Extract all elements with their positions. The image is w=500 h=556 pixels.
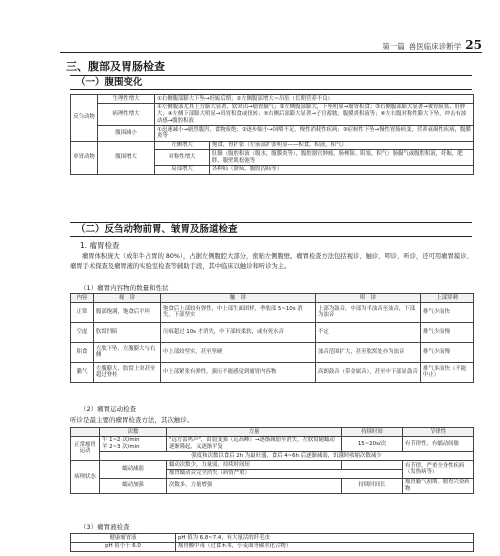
column-header: 次数 bbox=[100, 428, 167, 437]
caption-rumen-motility: （2）瘤胃运动检查 bbox=[80, 405, 137, 413]
table-cell: 15~20s/次 bbox=[342, 436, 403, 452]
table-row bbox=[71, 436, 474, 452]
table-row bbox=[71, 322, 474, 342]
table-cell: 有节律，严重全身性疾病（发热病等） bbox=[403, 461, 474, 479]
row-label: 腹围减小 bbox=[98, 126, 155, 142]
rumen-motility-table bbox=[70, 427, 474, 494]
column-header: 视 诊 bbox=[94, 294, 161, 303]
table-cell: 瘤胃蠕动音完全消失（病情严重） bbox=[167, 469, 403, 478]
row-label: 对称性增大 bbox=[155, 150, 210, 166]
table-cell: pH 值为 6.8~7.4，有大量活的纤毛虫 bbox=[176, 534, 474, 543]
table-cell: 左肷下坠，左腹膨大与右侧 bbox=[94, 342, 161, 362]
table-cell: 有节律性，有蠕动间歇 bbox=[403, 436, 474, 452]
page-number: 25 bbox=[465, 38, 482, 52]
table-cell: "远方雷鸣声"，由弱变强（远高峰）→逐渐减弱至消失，左肷窝随蠕动逐渐隆起，又逐渐平复 bbox=[167, 436, 342, 452]
column-header: 力量 bbox=[167, 428, 342, 437]
header-part: 第一篇 bbox=[382, 42, 405, 51]
group-ruminant: 反刍动物 bbox=[71, 95, 98, 142]
table-cell: pH 值小于 6.0 bbox=[71, 542, 176, 551]
table-cell: 排气少而快 bbox=[421, 302, 474, 322]
table-cell: 正常 bbox=[71, 302, 94, 322]
row-label: 腹围增大 bbox=[98, 141, 155, 174]
table-header-row bbox=[71, 294, 474, 303]
table-header-row bbox=[71, 428, 474, 437]
abdomen-change-table bbox=[70, 94, 474, 175]
table-cell: 中上部较坚实，甚至坚硬 bbox=[161, 342, 316, 362]
table-cell: 蠕动次数少，力量弱，持续时间短 bbox=[167, 461, 342, 470]
table-cell bbox=[342, 461, 403, 470]
table-cell: 强度和次数以食后 2h 为最旺盛，食后 4~6h 后逐渐减弱，饥饿时收缩次数减少 bbox=[100, 452, 474, 461]
table-cell: 饱食后上部较有弹性，中上部生面团样，季肋部 5~10s 消失，下部坚实 bbox=[161, 302, 316, 322]
header-rule bbox=[60, 52, 482, 53]
table-cell: 蠕动减弱 bbox=[100, 461, 167, 479]
table-cell: 浊音范围扩大，甚至肷窝处亦为浊音 bbox=[316, 342, 421, 362]
paragraph-rumen-intro: 瘤胃体积庞大（成年牛占胃的 80%），占据左侧腹腔大部分，密贴左侧腹壁。瘤胃检查方法包括视诊、触诊、叩诊、听诊，还可用瘤胃摸诊、瘤胃手术探查及瘤胃液的实验室检查等辅助手段，其中临床以触诊和听诊为主。 bbox=[70, 253, 473, 270]
table-row bbox=[71, 461, 474, 470]
table-row bbox=[71, 302, 474, 322]
table-row bbox=[71, 534, 474, 543]
table-row bbox=[71, 103, 474, 125]
table-cell: 排气多而快（不能中止） bbox=[421, 362, 474, 382]
column-header: 节律性 bbox=[403, 428, 474, 437]
table-row bbox=[71, 452, 474, 461]
row-label: 左侧增大 bbox=[155, 141, 210, 150]
row-label: 生理性增大 bbox=[98, 95, 155, 104]
caption-rumen-contents: （1）瘤胃内容物的数量和性状 bbox=[80, 284, 169, 292]
table-cell: 不定 bbox=[316, 322, 421, 342]
table-row bbox=[71, 478, 474, 494]
table-row bbox=[71, 126, 474, 142]
table-row bbox=[71, 542, 474, 551]
paragraph-motility-intro: 听诊是最主要的瘤胃检查方法，其次触诊。 bbox=[70, 416, 194, 424]
header-book-title: 兽医临床诊断学 bbox=[408, 42, 462, 51]
row-content: 各种疝（脐疝，腹股沟疝等） bbox=[210, 165, 474, 174]
running-header bbox=[382, 38, 482, 52]
rumen-fluid-table bbox=[70, 533, 474, 552]
row-content: ①迅速减小→剧烈腹泻，食物废绝；②逐步缩小→饲喂不足，慢性消耗性疾病；③症候性下坠→慢性胃肠病变，营养衰竭性疾病，腹膜炎等 bbox=[155, 126, 474, 142]
table-row bbox=[71, 342, 474, 362]
heading-rumen-exam: 1. 瘤胃检查 bbox=[80, 241, 120, 250]
table-cell: 腹部饱满，饱食后平坦 bbox=[94, 302, 161, 322]
table-cell: 持续时间长 bbox=[342, 478, 403, 494]
table-cell: 健康瘤胃液 bbox=[71, 534, 176, 543]
table-cell: 牛 1~2 次/min 羊 2~3 次/min bbox=[100, 436, 167, 452]
table-row bbox=[71, 141, 474, 150]
table-cell: 排气少而慢 bbox=[421, 322, 474, 342]
table-cell: 瘤胃臌气初期，瘤胃兴奋药物 bbox=[403, 478, 474, 494]
table-cell: 肷窝凹陷 bbox=[94, 322, 161, 342]
table-cell: 次数多，力量增强 bbox=[167, 478, 342, 494]
table-cell: 排气少而慢 bbox=[421, 342, 474, 362]
section-title: 三、腹部及胃肠检查 bbox=[66, 60, 165, 73]
row-content: 肚臌（腹腔积液（腹水，腹膜炎等），腹腔器官肿瘤，肠梗阻、阻塞，积气）肠臌气或腹腔积液，妊娠，肥胖，腹壁肌松弛等 bbox=[210, 150, 474, 166]
row-content: 饱食，胃扩张（左前部扩张明显——积食，积液，积气） bbox=[210, 141, 474, 150]
subsection-title-abdomen: （一）腹围变化 bbox=[70, 75, 472, 90]
group-monogastric: 单胃动物 bbox=[71, 141, 98, 174]
column-header: 内容 bbox=[71, 294, 94, 303]
row-label: 病理性增大 bbox=[98, 103, 155, 125]
table-cell: 中上部紧张有弹性，强压不能感觉到瘤胃内容物 bbox=[161, 362, 316, 382]
group-label: 正常瘤胃运动 bbox=[71, 436, 100, 460]
table-cell: 上部为鼓音，中部为半浊音至浊音，下部为浊音 bbox=[316, 302, 421, 322]
column-header: 持续时间 bbox=[342, 428, 403, 437]
table-cell: 臌气 bbox=[71, 362, 94, 382]
column-header bbox=[71, 428, 100, 437]
table-cell: 蠕动加强 bbox=[100, 478, 167, 494]
table-cell: 积食 bbox=[71, 342, 94, 362]
group-label: 病理状态 bbox=[71, 461, 100, 494]
table-cell: 空虚 bbox=[71, 322, 94, 342]
table-row bbox=[71, 362, 474, 382]
column-header: 叩 诊 bbox=[316, 294, 421, 303]
row-content: ①右侧腹部膨大下坠→妊娠后期；②左侧腹部增大＝吊肚（长期营养不良） bbox=[155, 95, 474, 104]
rumen-contents-table bbox=[70, 293, 474, 383]
table-row bbox=[71, 95, 474, 104]
table-cell: 左腹膨大，肷窝上突甚至超过脊柱 bbox=[94, 362, 161, 382]
column-header: 上部穿刺 bbox=[421, 294, 474, 303]
table-cell: 瘤胃酸中毒（过食禾本，小麦面等碳水化合物） bbox=[176, 542, 474, 551]
subsection-title-ruminant: （二）反刍动物前胃、皱胃及肠道检查 bbox=[70, 222, 472, 237]
caption-rumen-fluid: （3）瘤胃液检查 bbox=[80, 523, 130, 531]
table-cell: 高朗鼓音（带金属音），甚至中下部显鼓音 bbox=[316, 362, 421, 382]
table-cell: 压痕超过 10s 才消失，中下部较柔软，或有死水音 bbox=[161, 322, 316, 342]
column-header: 触 诊 bbox=[161, 294, 316, 303]
row-label: 局部增大 bbox=[155, 165, 210, 174]
row-content: ①左侧腹部尤其上方膨大显著，软突出→瘤胃臌气；②左侧腹部膨大，下坠明显→瘤胃积食；③右侧腹部膨大显著→皱胃阻塞、肝肿大；④左侧下部膨大明显→真胃积食或扭转；⑤右侧后部膨大显著→子宫蓄脓，腹膜炎积液等；⑥左右腹对称性膨大下坠，冲击有波动感→腹腔积液 bbox=[155, 103, 474, 125]
